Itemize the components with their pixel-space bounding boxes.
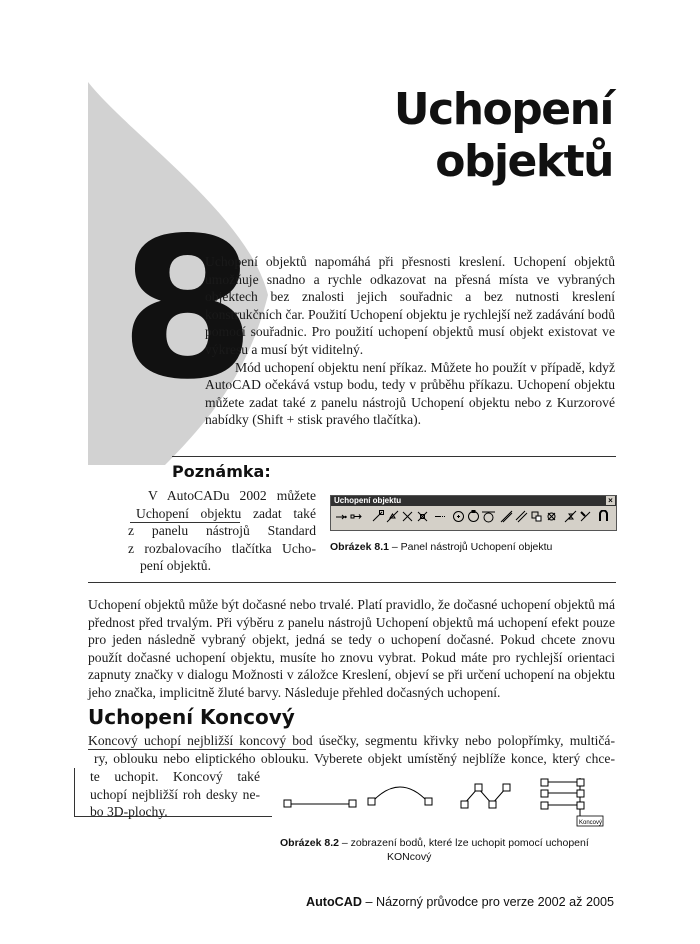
footer-brand: AutoCAD xyxy=(306,895,362,909)
quadrant-icon[interactable] xyxy=(467,510,480,523)
parallel-icon[interactable] xyxy=(515,510,528,523)
snap-none-icon[interactable] xyxy=(579,510,592,523)
multiline-example xyxy=(541,778,603,826)
intersection-icon[interactable] xyxy=(401,510,414,523)
footer-text: – Názorný průvodce pro verze 2002 až 2005 xyxy=(361,895,614,909)
side-line-3: bo 3D-plochy. xyxy=(90,804,168,820)
section-accent-line-top xyxy=(88,749,306,750)
toolbar-titlebar[interactable] xyxy=(331,496,616,506)
object-snap-toolbar[interactable] xyxy=(330,495,617,531)
toolbar-title: Uchopení objektu xyxy=(334,496,402,505)
intro-paragraph-1: Uchopení objektů napomáhá při přesnosti kreslení. Uchopení objektů umožňuje snadno a rychle odkazovat na přesná místa ve vybraných objektech bez znalosti jejich souřadnic a bez nutnosti kreslení konstrukčních čar. Použití Uchopení objektu je rychlejší než zadávání bodů pomocí souřadnic. Pro použití uchopení objektů musí objekt existovat ve výkresu a musí být viditelný. xyxy=(205,254,615,357)
figure-2-marker-label: Koncový xyxy=(579,820,603,826)
note-line-3: z panelu nástrojů Standard xyxy=(128,523,316,539)
intro-text xyxy=(205,253,615,429)
body-paragraph: Uchopení objektů může být dočasné nebo trvalé. Platí pravidlo, že dočasné uchopení objektů má přednost před trvalým. Při výběru z panelu nástrojů Uchopení objektů má uchopení efekt pouze pro jeden následně vybraný objekt, jedná se tedy o uchopení dočasné. Pokud chcete znovu použít dočasné uchopení objektu, musíte ho znovu vybrat. Pokud máte pro rychlejší orientaci zapnuty značky v dialogu Možnosti v záložce Kreslení, objeví se při určení uchopení na objektu jeho značka, implicitně žluté barvy. Následuje přehled dočasných uchopení. xyxy=(88,597,615,700)
divider-top xyxy=(172,456,616,457)
toolbar-close-button[interactable]: × xyxy=(606,496,615,505)
note-line-1: V AutoCADu 2002 můžete xyxy=(148,488,316,503)
extension-icon[interactable] xyxy=(434,510,447,523)
figure-2-drawing xyxy=(282,772,622,832)
section-title: Uchopení Koncový xyxy=(88,705,295,729)
perpendicular-icon[interactable] xyxy=(500,510,513,523)
page-footer xyxy=(306,895,614,909)
section-line-1: Koncový uchopí nejbližší koncový bod úsečky, segmentu křivky nebo polopřímky, multičá- xyxy=(88,733,615,748)
figure-1-caption xyxy=(330,541,552,553)
figure-1-text: – Panel nástrojů Uchopení objektu xyxy=(388,541,553,553)
line-example xyxy=(284,800,356,807)
snap-from-icon[interactable] xyxy=(350,510,363,523)
figure-1-label: Obrázek 8.1 xyxy=(330,541,389,553)
figure-2-caption xyxy=(280,836,620,864)
figure-2-text-line1: – zobrazení bodů, které lze uchopit pomocí uchopení xyxy=(338,837,589,849)
insert-icon[interactable] xyxy=(530,510,543,523)
apparent-intersection-icon[interactable] xyxy=(416,510,429,523)
intro-paragraph-2: Mód uchopení objektu není příkaz. Můžete ho použít v případě, když AutoCAD očekává vstup bodu, tedy v průběhu příkazu. Uchopení objektu můžete zadat také z panelu nástrojů Uchopení objektu nebo z Kurzorové nabídky (Shift + stisk pravého tlačítka). xyxy=(205,359,615,428)
nearest-icon[interactable] xyxy=(564,510,577,523)
note-line-5: pení objektů. xyxy=(140,558,211,574)
figure-2-text-line2: KONcový xyxy=(387,851,432,863)
section-side-text xyxy=(90,768,260,821)
polyline-example xyxy=(461,784,510,808)
note-line-4: z rozbalovacího tlačítka Ucho- xyxy=(128,540,316,556)
section-line-2: ry, oblouku nebo eliptického oblouku. Vyberete objekt umístěný nejblíže konce, který chce- xyxy=(94,750,615,766)
divider-middle xyxy=(88,582,616,583)
side-line-2: uchopí nejbližší roh desky ne- xyxy=(90,786,260,802)
side-line-1: te uchopit. Koncový také xyxy=(90,769,260,784)
tangent-icon[interactable] xyxy=(482,510,495,523)
note-title: Poznámka: xyxy=(172,462,271,481)
note-line-2: Uchopení objektu zadat také xyxy=(136,505,316,521)
chapter-title-line1: Uchopení xyxy=(393,84,613,135)
temp-track-icon[interactable] xyxy=(335,510,348,523)
toolbar-icons xyxy=(331,506,616,528)
center-icon[interactable] xyxy=(452,510,465,523)
section-accent-line-vertical xyxy=(74,768,75,816)
chapter-title-line2: objektů xyxy=(435,136,613,187)
arc-example xyxy=(368,787,432,805)
note-body xyxy=(106,487,316,575)
osnap-settings-icon[interactable] xyxy=(597,510,610,523)
figure-2-label: Obrázek 8.2 xyxy=(280,837,339,849)
chapter-number: 8 xyxy=(120,196,251,422)
endpoint-icon[interactable] xyxy=(371,510,384,523)
node-icon[interactable] xyxy=(545,510,558,523)
note-accent-line xyxy=(130,522,240,523)
midpoint-icon[interactable] xyxy=(386,510,399,523)
chapter-title xyxy=(394,84,613,188)
